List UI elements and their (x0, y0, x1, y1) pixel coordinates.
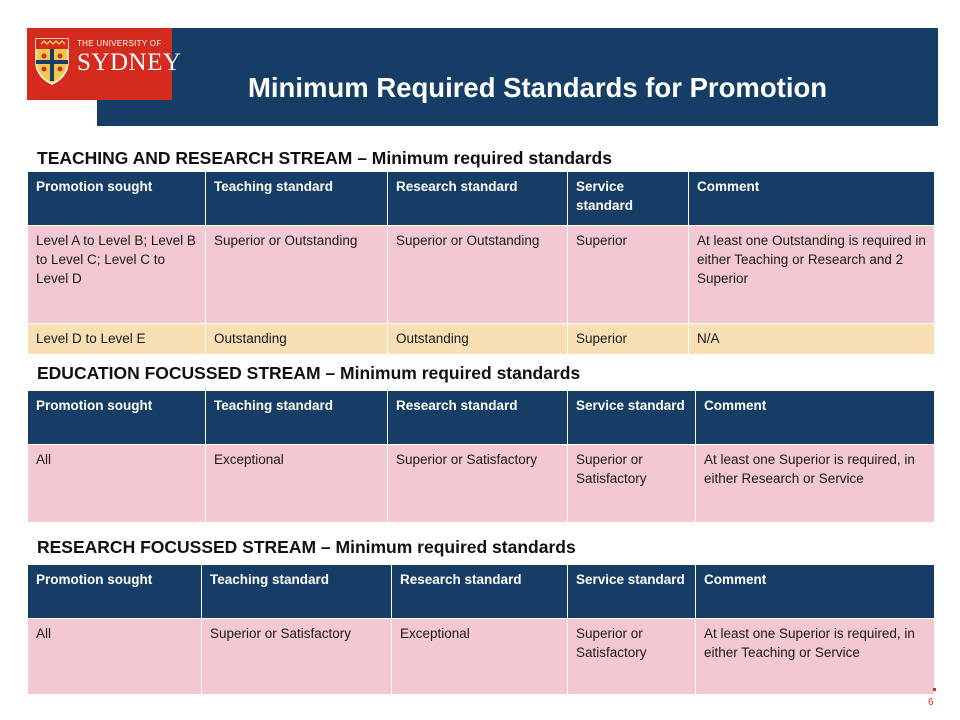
rf-stream-table (27, 564, 935, 695)
table-row (28, 324, 935, 355)
page-number: 6 (928, 697, 934, 708)
table-cell: Superior (568, 324, 689, 355)
column-header: Research standard (388, 391, 568, 445)
column-header: Promotion sought (28, 172, 206, 226)
table-cell: Level A to Level B; Level B to Level C; Level C to Level D (28, 226, 206, 324)
ef-stream-title: EDUCATION FOCUSSED STREAM – Minimum required standards (37, 363, 581, 383)
table-cell: Superior or Outstanding (206, 226, 388, 324)
table-cell: Level D to Level E (28, 324, 206, 355)
column-header: Comment (696, 565, 935, 619)
column-header: Comment (689, 172, 935, 226)
table-row (28, 619, 935, 695)
table-cell: At least one Outstanding is required in either Teaching or Research and 2 Superior (689, 226, 935, 324)
tr-stream-title: TEACHING AND RESEARCH STREAM – Minimum required standards (37, 148, 612, 168)
column-header: Research standard (392, 565, 568, 619)
university-logo (27, 28, 182, 100)
table-header-row (28, 565, 935, 619)
table-cell: Superior (568, 226, 689, 324)
table-cell: Superior or Satisfactory (568, 445, 696, 523)
tr-stream-table (27, 171, 935, 355)
ef-stream-table (27, 390, 935, 523)
table-cell: N/A (689, 324, 935, 355)
table-row (28, 226, 935, 324)
column-header: Comment (696, 391, 935, 445)
column-header: Teaching standard (206, 172, 388, 226)
table-cell: All (28, 445, 206, 523)
column-header: Teaching standard (206, 391, 388, 445)
column-header: Promotion sought (28, 391, 206, 445)
column-header: Teaching standard (202, 565, 392, 619)
table-cell: Superior or Satisfactory (388, 445, 568, 523)
column-header: Promotion sought (28, 565, 202, 619)
table-cell: Superior or Outstanding (388, 226, 568, 324)
logo-line2: SYDNEY (77, 49, 182, 76)
page-title: Minimum Required Standards for Promotion (248, 72, 828, 103)
table-row (28, 445, 935, 523)
table-cell: Outstanding (388, 324, 568, 355)
table-cell: At least one Superior is required, in either Research or Service (696, 445, 935, 523)
crest-icon (33, 36, 71, 86)
table-cell: Exceptional (392, 619, 568, 695)
column-header: Service standard (568, 391, 696, 445)
table-cell: Superior or Satisfactory (568, 619, 696, 695)
rf-stream-title: RESEARCH FOCUSSED STREAM – Minimum required standards (37, 537, 576, 557)
column-header: Research standard (388, 172, 568, 226)
table-cell: Outstanding (206, 324, 388, 355)
column-header: Service standard (568, 172, 689, 226)
table-cell: Exceptional (206, 445, 388, 523)
column-header: Service standard (568, 565, 696, 619)
red-dot-marker (933, 688, 936, 691)
table-header-row (28, 391, 935, 445)
table-cell: All (28, 619, 202, 695)
logo-line1: THE UNIVERSITY OF (77, 39, 162, 48)
table-cell: At least one Superior is required, in either Teaching or Service (696, 619, 935, 695)
table-header-row (28, 172, 935, 226)
table-cell: Superior or Satisfactory (202, 619, 392, 695)
